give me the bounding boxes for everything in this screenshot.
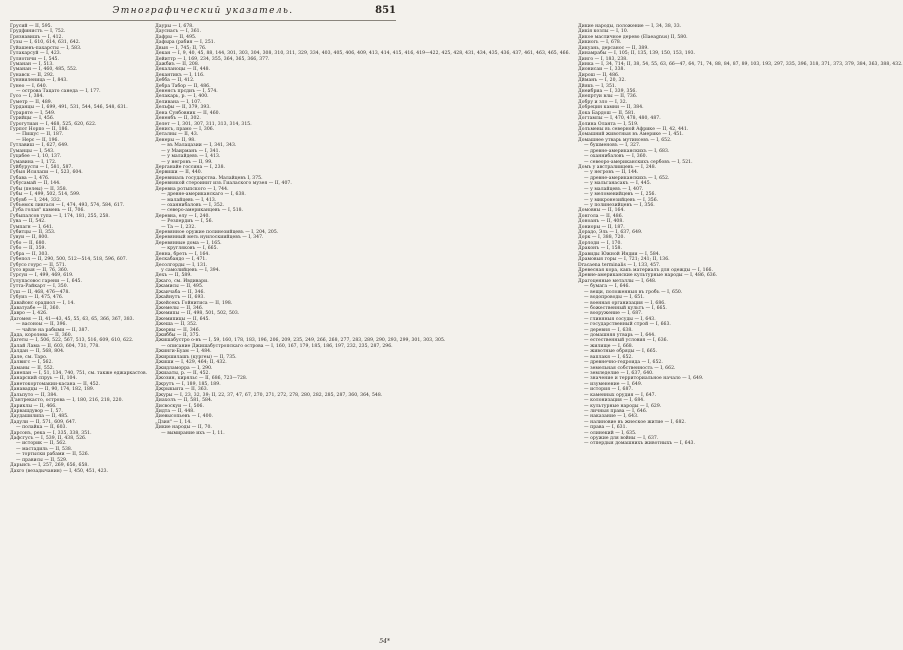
index-entry: — чайле на рабыми — II, 387.	[16, 327, 89, 333]
index-entry: Джрутъ — I, 189, 185, 189.	[155, 381, 221, 387]
index-entry: — Пишус — II, 187.	[16, 132, 64, 138]
index-entry: — въ Малацазии — I, 341, 343.	[161, 143, 237, 149]
index-entry: — северо-американцевъ — I, 518.	[161, 208, 244, 214]
index-entry: — древнечно-гедроида — I, 652.	[584, 360, 663, 366]
index-entry: Деревянные дома — I, 165.	[155, 240, 222, 246]
index-entry: Декаланоцы — II, 448.	[155, 67, 211, 73]
index-entry: Дикiя козлы — I, 10.	[578, 29, 629, 35]
index-entry: Дафыра (рабия — I, 251.	[155, 40, 216, 46]
index-entry: — вымирание ихъ — I, 11.	[161, 430, 225, 436]
index-entry: Дейиттр — I, 169, 234, 355, 364, 365, 366, 377.	[155, 56, 270, 62]
index-entry: Губы (пелеы) — II, 358.	[10, 186, 68, 192]
index-entry: Деревниаль государства. Малайцевъ I, 375.	[155, 175, 263, 181]
index-entry: — ваплакя — I, 652.	[584, 354, 633, 360]
index-entry: — прависы — II, 529.	[16, 457, 68, 463]
index-entry: — оханнибаловъ — I, 352.	[161, 202, 225, 208]
index-entry: Добрецин камни — II, 384.	[578, 105, 644, 111]
index-entry: Дале, см. Таро.	[10, 354, 48, 360]
index-entry: Гуйашевъ-пахарсты — I, 583.	[10, 45, 82, 51]
index-entry: Дарвашдувор — I, 57.	[10, 408, 63, 414]
index-entry: Далвигс — I, 562.	[10, 360, 53, 366]
index-entry: Драмовыя горы — I, 721; 241; II, 136.	[578, 257, 670, 263]
index-entry: — личныя права — I, 646.	[584, 408, 648, 414]
index-entry: Губо — II, 359.	[10, 246, 46, 252]
index-entry: Дада, королева — II, 360.	[10, 333, 73, 339]
index-entry: Дйманъ — I, 20, 32.	[578, 78, 626, 84]
index-entry: — у малайцевъ — I, 407.	[584, 186, 644, 192]
index-entry: Дикиогь — I, 678.	[578, 40, 622, 46]
index-entry: Дорлоди — I, 170.	[578, 240, 622, 246]
index-entry: — у малайдевъ — I, 413.	[161, 154, 221, 160]
index-entry: Дионисаи — I, 338.	[578, 67, 625, 73]
index-entry: Гурийцы — I, 456.	[10, 116, 55, 122]
index-entry: Деревянный меть нуилоскиийцевъ — I, 347.	[155, 235, 264, 241]
index-entry: Джидламорра — I, 290.	[155, 365, 213, 371]
index-entry: Dracaena terminalis — I, 133, 457.	[578, 262, 661, 268]
index-entry: Гуметр — II, 489.	[10, 99, 53, 105]
index-entry: Гуманан — I, 460, 485, 552.	[10, 67, 78, 73]
index-columns	[10, 24, 903, 644]
index-entry: Деревна ротыпского — I, 744.	[155, 186, 229, 192]
index-entry: Древне-американские культурные народы — I, 486, 636.	[578, 273, 718, 279]
index-entry: Диахолъ — II, 581, 584.	[155, 398, 213, 404]
index-entry: — домашняя утварь — I, 644.	[584, 333, 656, 339]
index-entry: Гумпагн — I, 641.	[10, 224, 54, 230]
page-number: 851	[375, 5, 396, 16]
index-entry: Данетокортомакии-касана — II, 452.	[10, 381, 101, 387]
index-entry: Джиши — I, 429, 464; II, 432.	[155, 360, 227, 366]
index-entry: Далай Лама — II, 603, 604, 731, 778.	[10, 343, 100, 349]
index-entry: — у микронезийцевъ — I, 356.	[584, 197, 659, 203]
index-entry: Губусамай — II, 144.	[10, 181, 61, 187]
index-entry: Губусо гоурс — II, 571.	[10, 262, 67, 268]
index-entry: Динка — I, 34, 714; II, 38, 54, 55, 63, 66—47, 64, 71, 74, 88, 84, 87, 89, 103, 193, 297, 335, 396, 318, 371, 373, 379, 384, 363, 388, 432.	[578, 61, 903, 67]
index-entry: — у негровъ — II, 144.	[584, 170, 639, 176]
index-entry: Гураряте — I, 549.	[10, 110, 56, 116]
index-entry: Долъмены въ северной Африке — II, 42, 441.	[578, 127, 689, 133]
index-entry: — у негровъ — II, 99.	[161, 159, 213, 165]
index-entry: Дельфы — II, 379, 393.	[155, 105, 211, 111]
index-column-1	[10, 24, 147, 644]
index-entry: Дагеты — I, 506, 522, 567, 513, 516, 609, 610, 622.	[10, 338, 134, 344]
index-entry: Джерны — II, 346.	[155, 327, 201, 333]
index-entry: Джрыкьита — II, 363.	[155, 387, 209, 393]
index-entry: Даудашилипа — II, 485.	[10, 414, 69, 420]
index-entry: Данавадцы — II, 90, 174, 182, 189.	[10, 387, 95, 393]
index-entry: Даватуабе — II, 360.	[10, 305, 61, 311]
index-entry: Гулакарсуй — I, 423.	[10, 51, 62, 57]
index-entry: — древне-американскихъ — I, 652.	[584, 175, 670, 181]
index-entry: — полайка — II, 603.	[16, 425, 67, 431]
index-entry: Гурпот Норпо — II, 186.	[10, 127, 69, 133]
index-entry: Джозин, киряльс — II, 686, 723—728.	[155, 376, 248, 382]
index-entry: Джеша — II, 352.	[155, 322, 198, 328]
index-entry: Дадули — II, 571, 609, 647.	[10, 419, 77, 425]
index-entry: Джиббы — II, 375.	[155, 333, 201, 339]
index-entry: Дорк — I, 388, 720.	[578, 235, 625, 241]
index-entry: — Та — I, 232.	[161, 224, 196, 230]
index-entry: — кругляковъ — I, 665.	[161, 246, 219, 252]
index-entry: Данарский спруь — II, 104.	[10, 376, 77, 382]
index-entry: Долина Оланта — I, 519.	[578, 121, 639, 127]
index-entry: Дервиши — II, 440.	[155, 170, 203, 176]
index-entry: Дисвоскуи — I, 506.	[155, 403, 204, 409]
index-entry: Днеибриа — I, 339, 356.	[578, 89, 637, 95]
index-entry: Гунавск — II, 292.	[10, 72, 55, 78]
index-entry: — права — I, 631.	[584, 425, 628, 431]
index-entry: Губыя Исилапи — I, 523, 604.	[10, 170, 83, 176]
index-entry: — история — I, 687.	[584, 387, 633, 393]
index-entry: — государственный строй — I, 663.	[584, 322, 671, 328]
index-entry: — естественный условия — I, 636.	[584, 338, 669, 344]
index-entry: — колонизация — I, 684.	[584, 398, 645, 404]
index-entry: у самолийцевъ — I, 394.	[161, 267, 221, 273]
index-entry: Дониоры — II, 187.	[578, 224, 625, 230]
index-entry: Гутта-Райкарт — I, 350.	[10, 284, 69, 290]
index-entry: — васоноы — II, 396.	[16, 322, 67, 328]
index-entry: Гумавина — I, 172.	[10, 159, 57, 165]
page-title: Этнографический указатель.	[112, 6, 294, 16]
index-entry: Догтамлы — I, 470, 478, 480, 487.	[578, 116, 661, 122]
index-entry: — деревня — I, 638.	[584, 327, 633, 333]
index-entry: Дехъ — II, 589.	[155, 273, 192, 279]
index-entry: Губыпалсов тупа — I, 174, 181, 255, 258.	[10, 213, 110, 219]
index-entry: — мастадиль — II, 538.	[16, 446, 73, 452]
index-entry: Дененсъ прсдиъ — I, 574.	[155, 89, 218, 95]
index-entry: — бумага — I, 646.	[584, 284, 630, 290]
index-entry: Данепан — I, 51, 134, 740, 751, см. также еджаркастов.	[10, 371, 148, 376]
index-entry: Гувуи — II, 800.	[10, 235, 49, 241]
index-entry: Декантикъ — I, 116.	[155, 72, 205, 78]
index-entry: Губитцы — II, 353.	[10, 230, 56, 236]
index-entry: — у меломенийцевъ — I, 256.	[584, 192, 656, 198]
index-entry: Джайнутъ — II, 693.	[155, 295, 205, 301]
index-entry: Губуиз — II, 475, 476.	[10, 295, 64, 301]
index-entry: Драконъ — I, 158.	[578, 246, 622, 252]
index-entry: Гусо врыя — II, 76, 360.	[10, 267, 69, 273]
index-entry: Добру и зло — I, 32.	[578, 99, 628, 105]
index-entry: Гузы — I, 610, 614, 631, 642.	[10, 40, 81, 46]
index-entry: — каменных орудия — I, 647.	[584, 392, 657, 398]
index-entry: Двыя — I, 745; II, 76.	[155, 45, 207, 51]
index-entry: — малайцевъ — I, 413.	[161, 197, 217, 203]
index-entry: Джиааты, р. — II, 452.	[155, 371, 210, 376]
index-entry: Джуры — I, 23, 32, 39; II, 22, 37, 47, 67, 270, 271, 272, 278, 280, 282, 285, 287, 360, 364, 548.	[155, 392, 383, 398]
index-entry: — острова Тацато санеда — I, 177.	[16, 89, 101, 95]
index-entry: Дидта — II, 448.	[155, 408, 195, 414]
index-entry: Далдан — II, 568, 804.	[10, 349, 65, 355]
index-entry: Делет — I, 301, 307, 311, 313, 314, 315.	[155, 121, 252, 127]
index-entry: — описание Джишабустропскаго острова — I, 160, 167, 179, 185, 186, 197, 232, 235, 287, 296.	[161, 343, 393, 349]
index-entry: — значение и территориальное начало — I, 649.	[584, 376, 704, 382]
index-entry: Дока Бардош — II, 581.	[578, 110, 636, 116]
index-entry: Дикуань, дерсанос — II, 389.	[578, 45, 649, 51]
index-entry: Драгоценные металлы — I, 648.	[578, 278, 657, 284]
index-entry: Грудфинистъ — I, 752.	[10, 29, 66, 35]
index-entry: Деталны — II, 43.	[155, 132, 199, 138]
index-entry: Д'антрекасто, острова — I, 180, 216, 218, 220.	[10, 398, 124, 404]
index-entry: — культурные народы — I, 629.	[584, 403, 662, 409]
index-entry: — земельная собственность — I, 662.	[584, 365, 676, 371]
index-entry: — военная организация — I, 686.	[584, 300, 666, 306]
index-entry: Гунявиленица — I, 843.	[10, 78, 68, 84]
index-entry: Декан — I, 9, 40, 45, 88, 144, 301, 303, 304, 308, 310, 311, 329, 334, 403, 405, 406, 409, 413, 414, 415, 416, 419—422, 425, 428, 431, 434, 435, 436, 437, 461, 463, 465, 466.	[155, 51, 571, 57]
index-entry: Губы — I, 499, 502, 514, 599.	[10, 192, 81, 198]
index-entry: Донгола — II, 486.	[578, 213, 624, 219]
index-entry: Дальпуто — II, 384.	[10, 392, 58, 398]
index-entry: Дагомея — II, 41—43, 45, 55, 63, 65, 366, 367, 383.	[10, 316, 135, 322]
index-entry: Гурогутиан — I, 468, 525, 620, 622.	[10, 121, 97, 127]
index-entry: Дененбъ — II, 302.	[155, 116, 201, 122]
index-entry: Губо — II, 680.	[10, 240, 46, 246]
index-entry: Гуманцы — I, 543.	[10, 148, 55, 154]
index-entry: Дорадо, Эль — I, 637, 649.	[578, 230, 643, 236]
index-entry: Дирош — II, 486.	[578, 72, 620, 78]
index-entry: Джаичаба — II, 346.	[155, 289, 205, 295]
index-entry: Дариклы — II, 466.	[10, 403, 57, 409]
index-entry: Джейсекъ Гойнитиса — II, 198.	[155, 300, 233, 306]
printer-signature: 54*	[379, 638, 390, 645]
index-entry: — животные обряды — I, 665.	[584, 349, 658, 355]
index-entry: Дйякъ — I, 351.	[578, 83, 617, 89]
index-entry: Дерганайе госсина — I, 238.	[155, 164, 226, 170]
index-entry: Десолгорды — I, 131.	[155, 262, 208, 268]
index-entry: Денисъ, прамо — I, 306.	[155, 127, 215, 133]
index-entry: — историк — II, 562.	[16, 441, 67, 447]
index-entry: Динамрабы — I, 105; II, 135, 139, 150, 153, 193.	[578, 51, 696, 57]
index-entry: Днепртуи влы — II, 736.	[578, 94, 638, 100]
index-entry: Дикие народы, положение — I, 34, 38, 33.	[578, 24, 682, 29]
index-entry: Гурсуи — I, 499, 469, 619.	[10, 273, 74, 279]
index-entry: — у мальганасакъ — I, 445.	[584, 181, 652, 187]
index-entry: — севеоро-американскихъ сербовъ — I, 521.	[584, 159, 693, 165]
index-entry: — олинекий — I, 635.	[584, 430, 637, 436]
index-entry: Древесная кора, какъ материалъ для одежды — I, 166.	[578, 267, 713, 273]
index-entry: Домашнее утварь мутинсевъ — I, 652.	[578, 137, 672, 143]
index-entry: Давро — I, 426.	[10, 311, 48, 317]
index-entry: Губувб — I, 244, 332.	[10, 197, 62, 203]
index-entry: — у полинезийцевъ — I, 356.	[584, 202, 655, 208]
index-entry: Дауснасъ — I, 361.	[155, 29, 202, 35]
index-entry: Джиршилашъ (кургеы) — II, 735.	[155, 354, 237, 360]
index-entry: „Губа голая" камень — II, 706.	[10, 208, 85, 214]
index-entry: Домъ у австралиицевъ — I, 248.	[578, 164, 657, 170]
index-entry: Дравиды Южной Индии — I, 584.	[578, 251, 661, 257]
index-entry: Деревнякой стероинит изъ Гиалаского музея — II, 407.	[155, 181, 292, 187]
index-entry: — изуменение — I, 649.	[584, 381, 643, 387]
index-entry: Дикие народы — II, 70.	[155, 425, 212, 431]
index-entry: — вещи, положенныя въ гробъ — I, 650.	[584, 289, 683, 295]
index-entry: Гунео — I, 640.	[10, 83, 48, 89]
running-header	[10, 6, 396, 21]
index-entry: Дебба — II, 412.	[155, 78, 195, 84]
index-entry: Давайонс орадиол — I, 14.	[10, 300, 75, 306]
index-entry: Динго — I, 183, 238.	[578, 56, 628, 62]
index-entry: — жилище — I, 668.	[584, 343, 634, 349]
index-entry: — Нерс — II, 196.	[16, 137, 59, 143]
index-entry: Грязнавишъ — I, 412.	[10, 34, 63, 40]
index-column-2	[155, 24, 570, 644]
index-entry: — вооружение — I, 687.	[584, 311, 643, 317]
index-entry: Дафры — II, 495.	[155, 34, 197, 40]
index-entry: Грусий — II, 595.	[10, 24, 53, 29]
index-entry: Денна, бреть — I, 164.	[155, 251, 210, 257]
index-entry: Даманы — II, 552.	[10, 365, 55, 371]
index-entry: Гутлавиш — I, 627, 649.	[10, 143, 69, 149]
index-entry: — древне-американскаго — I, 638.	[161, 192, 246, 198]
index-entry: — бушменовъ — I, 327.	[584, 143, 641, 149]
index-entry: — земледелие — I, 637, 640.	[584, 371, 654, 376]
index-entry: Джинги-Буам — I, 484.	[155, 349, 212, 355]
index-entry: — Резпердиъ — I, 56.	[161, 219, 214, 225]
index-entry: Губава — I, 476.	[10, 175, 50, 181]
index-entry: Джишабустро о-въ — I, 59, 160, 178, 183, 196, 206, 209, 235, 249, 266, 268, 277, 283, 289, 290, 293, 299, 301, 303, 305.	[155, 338, 446, 344]
index-entry: Деревна, елу — I, 240.	[155, 213, 210, 219]
index-entry: Джемипы — II, 498, 501, 502, 503.	[155, 311, 240, 317]
index-entry: Дарьисъ — I, 257, 269, 656, 658.	[10, 463, 89, 469]
index-entry: Домовны — II, 164.	[578, 208, 625, 214]
index-entry: — налиновие въ жнеское житие — I, 682.	[584, 419, 686, 425]
index-entry: Гуманан — I, 513.	[10, 61, 54, 67]
index-entry: Гуляотичи — I, 545.	[10, 56, 59, 62]
index-entry: Губепол — II, 290, 500, 512—514, 518, 596, 607.	[10, 257, 128, 263]
index-entry: Губра — II, 303.	[10, 251, 49, 257]
index-entry: Доноанъ — II, 408.	[578, 219, 624, 225]
index-entry: Дикое масличное дерево (Elaeagnus) II, 580.	[578, 34, 688, 40]
index-entry: Дена Сунбовник — II, 460.	[155, 110, 221, 116]
index-entry: Гува — II, 542.	[10, 219, 46, 225]
index-entry: Дауры — I, 678.	[155, 24, 194, 29]
index-entry: — глиняныя сосуды — I, 643.	[584, 316, 656, 322]
index-entry: Дажбиъ — II, 208.	[155, 61, 200, 67]
index-entry: Дахго (везадычанин) — I, 450, 451, 423.	[10, 468, 109, 474]
index-entry: Губъемск ливгасн — I, 474, 493, 574, 584, 617.	[10, 202, 125, 208]
index-entry: — древне-американскихъ — I, 683.	[584, 148, 670, 154]
index-entry: Гулупасовос гарени — I, 645.	[10, 278, 82, 284]
index-entry: Джамисы — II, 495.	[155, 284, 204, 290]
index-entry: Деливана — I, 107.	[155, 99, 202, 105]
index-entry: Домашний животныя въ Америке — I, 451.	[578, 132, 684, 138]
index-entry: — водопроводы — I, 651.	[584, 295, 645, 301]
index-entry: — у Маирманъ — I, 341.	[161, 148, 221, 154]
index-entry: Денеры — II, 98.	[155, 137, 196, 143]
index-entry: — божественный культъ — I, 665.	[584, 305, 667, 311]
index-entry: — оружие для войны — I, 637.	[584, 436, 659, 442]
index-entry: Джаго, см. Ивдивари.	[155, 278, 209, 284]
index-entry: Делакарь, р. — I, 400.	[155, 94, 209, 100]
index-entry: Джемелы — II, 346.	[155, 305, 204, 311]
index-column-3	[578, 24, 903, 644]
index-entry: Дебра Табор — II, 486.	[155, 83, 211, 89]
index-entry: Гуцабее — I, 10, 137.	[10, 154, 62, 160]
index-entry: Гусо — I, 384.	[10, 94, 44, 100]
index-entry: Дескабандо — I, 471.	[155, 257, 207, 263]
index-entry: Гуш — II, 468, 476—478.	[10, 289, 70, 295]
index-entry: — оханнибаловъ — I, 360.	[584, 154, 648, 160]
index-entry: Деревянное оружие полинезийцевъ — I, 204, 205.	[155, 230, 279, 236]
index-entry: Дарсонъ, река — I, 335, 338, 351.	[10, 430, 92, 436]
index-entry: Гуйбурусти — I, 581, 587.	[10, 164, 73, 170]
index-entry: — тортыски рабами — II, 526.	[16, 452, 90, 458]
index-entry: Гурданцы — I, 699, 491, 531, 544, 546, 548, 631.	[10, 105, 128, 111]
index-entry: Джемипицы — II, 645.	[155, 316, 210, 322]
index-entry: Дафсгусъ — I, 539, II, 438, 526.	[10, 436, 87, 442]
index-entry: — отпердыя домашнихъ животныхъ — I, 643.	[584, 441, 695, 447]
index-entry: Диевысопьевъ — I, 400.	[155, 414, 214, 420]
index-entry: „Дзия" — I, 14.	[155, 419, 192, 425]
index-entry: — наказание — I, 643.	[584, 414, 639, 420]
